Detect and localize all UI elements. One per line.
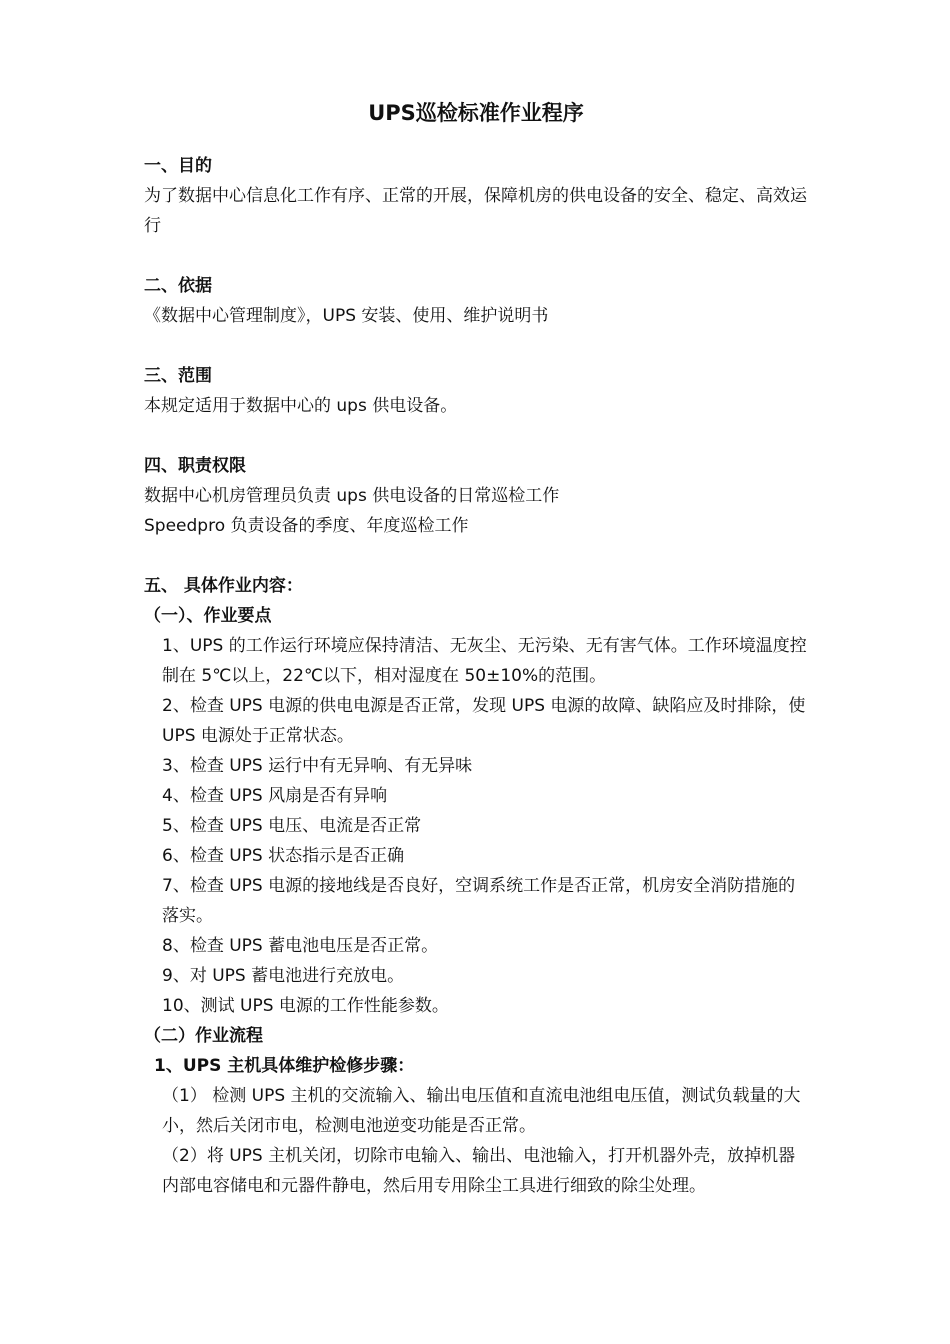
section-basis-heading: 二、依据 <box>144 276 212 296</box>
section-purpose-body: 为了数据中心信息化工作有序、正常的开展，保障机房的供电设备的安全、稳定、高效运行 <box>144 186 807 236</box>
spacer <box>144 241 808 271</box>
flow-sub-heading: 1、UPS 主机具体维护检修步骤： <box>154 1056 415 1076</box>
point-item: 6、检查 UPS 状态指示是否正确 <box>162 846 405 866</box>
point-item: 1、UPS 的工作运行环境应保持清洁、无灰尘、无污染、无有害气体。工作环境温度控制在 5℃以上，22℃以下，相对湿度在 50±10%的范围。 <box>162 636 807 686</box>
point-item: 8、检查 UPS 蓄电池电压是否正常。 <box>162 936 439 956</box>
point-item: 9、对 UPS 蓄电池进行充放电。 <box>162 966 405 986</box>
spacer <box>144 331 808 361</box>
point-item: 7、检查 UPS 电源的接地线是否良好，空调系统工作是否正常，机房安全消防措施的落实。 <box>162 876 796 926</box>
point-item: 3、检查 UPS 运行中有无异响、有无异味 <box>162 756 473 776</box>
section-purpose-heading: 一、目的 <box>144 156 212 176</box>
section-duty-line: 数据中心机房管理员负责 ups 供电设备的日常巡检工作 <box>144 486 560 506</box>
document-body <box>144 97 808 1201</box>
point-item: 10、测试 UPS 电源的工作性能参数。 <box>162 996 449 1016</box>
flow-heading: （二）作业流程 <box>144 1026 263 1046</box>
section-duty-line: Speedpro 负责设备的季度、年度巡检工作 <box>144 516 469 536</box>
flow-step: （2）将 UPS 主机关闭，切除市电输入、输出、电池输入，打开机器外壳，放掉机器内部电容储电和元器件静电，然后用专用除尘工具进行细致的除尘处理。 <box>162 1146 796 1196</box>
section-content-heading: 五、 具体作业内容： <box>144 576 303 596</box>
point-item: 2、检查 UPS 电源的供电电源是否正常，发现 UPS 电源的故障、缺陷应及时排除，使 UPS 电源处于正常状态。 <box>162 696 806 746</box>
section-duty-heading: 四、职责权限 <box>144 456 246 476</box>
section-basis-body: 《数据中心管理制度》，UPS 安装、使用、维护说明书 <box>144 306 549 326</box>
section-scope-body: 本规定适用于数据中心的 ups 供电设备。 <box>144 396 458 416</box>
point-item: 5、检查 UPS 电压、电流是否正常 <box>162 816 422 836</box>
points-heading: （一）、作业要点 <box>144 606 272 626</box>
spacer <box>144 541 808 571</box>
document-title: UPS巡检标准作业程序 <box>368 101 584 125</box>
flow-step: （1） 检测 UPS 主机的交流输入、输出电压值和直流电池组电压值，测试负载量的大小，然后关闭市电，检测电池逆变功能是否正常。 <box>162 1086 801 1136</box>
section-scope-heading: 三、范围 <box>144 366 212 386</box>
spacer <box>144 421 808 451</box>
point-item: 4、检查 UPS 风扇是否有异响 <box>162 786 388 806</box>
